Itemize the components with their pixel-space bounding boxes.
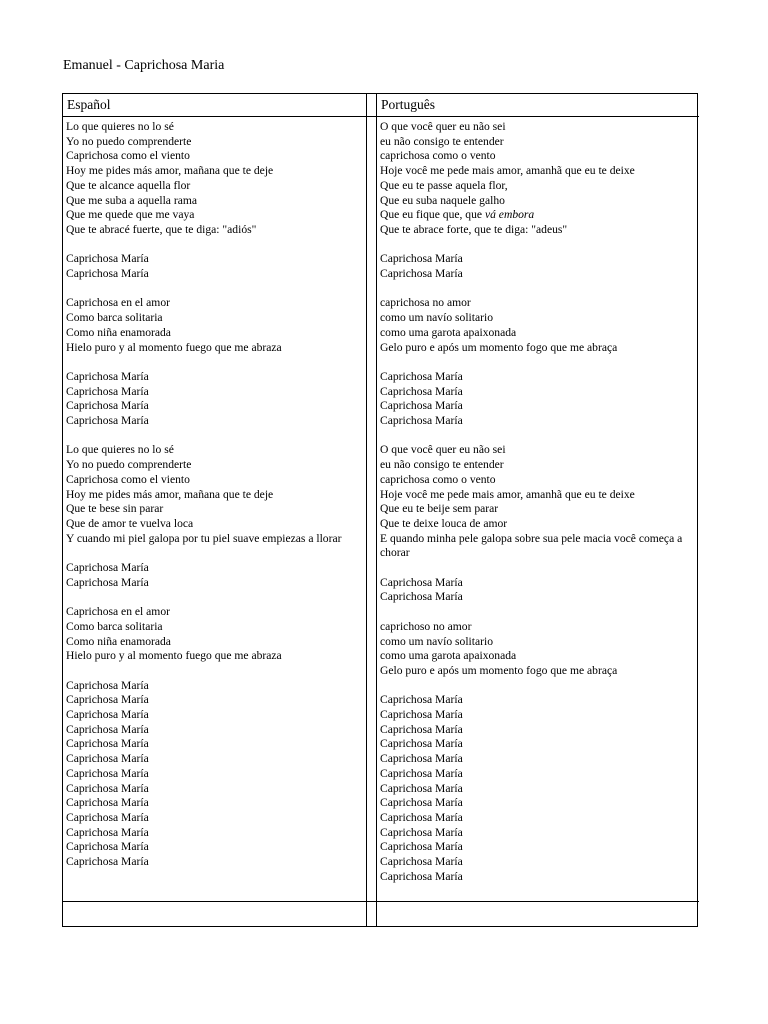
- lyric-line: Como barca solitaria: [66, 311, 163, 325]
- lyric-line: Caprichosa María: [66, 384, 149, 398]
- lyric-line: Caprichosa como el viento: [66, 472, 190, 486]
- lyric-line: Caprichosa María: [380, 414, 463, 428]
- lyric-line: caprichoso no amor: [380, 619, 472, 633]
- lyrics-table: [62, 93, 698, 927]
- lyric-line: como um navío solitario: [380, 311, 494, 325]
- lyric-line-prefix: Que eu fique que, que: [380, 208, 485, 222]
- lyric-line: Caprichosa María: [380, 369, 463, 383]
- lyric-line: Que te deixe louca de amor: [380, 516, 508, 530]
- lyric-line: Lo que quieres no lo sé: [66, 120, 174, 133]
- lyric-line: Caprichosa María: [380, 252, 463, 266]
- spacer-column-header: [367, 94, 377, 117]
- header-spanish: Español: [63, 94, 367, 117]
- lyric-line: Caprichosa María: [66, 825, 149, 839]
- lyric-line: O que você quer eu não sei: [380, 443, 506, 457]
- lyric-line: Caprichosa María: [66, 781, 149, 795]
- lyric-line: Caprichosa María: [380, 575, 463, 589]
- lyric-line: Caprichosa María: [66, 575, 149, 589]
- lyric-line: Caprichosa María: [66, 840, 149, 854]
- spanish-lyrics-cell: [63, 117, 367, 902]
- lyric-line: Caprichosa María: [380, 267, 463, 281]
- lyric-line: Caprichosa María: [66, 414, 149, 428]
- lyric-line: Gelo puro e após um momento fogo que me abraça: [380, 663, 618, 677]
- stanza: [66, 120, 366, 238]
- header-portuguese: Português: [377, 94, 699, 117]
- lyric-line: Que te alcance aquella flor: [66, 178, 191, 192]
- document-title: Emanuel - Caprichosa Maria: [63, 58, 225, 73]
- portuguese-lyrics-cell: [377, 117, 699, 902]
- lyric-line: caprichosa como o vento: [380, 149, 496, 163]
- lyric-line: Que de amor te vuelva loca: [66, 516, 194, 530]
- lyric-line: Que me quede que me vaya: [66, 208, 195, 222]
- lyric-line: Caprichosa María: [380, 781, 463, 795]
- lyric-line: Caprichosa María: [380, 840, 463, 854]
- lyric-line: Que te bese sin parar: [66, 502, 164, 516]
- lyric-line: Caprichosa María: [66, 752, 149, 766]
- lyric-line: Caprichosa María: [66, 267, 149, 281]
- lyric-line: eu não consigo te entender: [380, 458, 504, 472]
- lyric-line: Caprichosa como el viento: [66, 149, 190, 163]
- lyric-line: Caprichosa María: [380, 796, 463, 810]
- stanza: [66, 561, 366, 590]
- lyric-line: Caprichosa María: [380, 825, 463, 839]
- spacer-column-body: [367, 117, 377, 902]
- lyric-line: Caprichosa en el amor: [66, 605, 170, 619]
- lyric-line-italic: vá embora: [484, 208, 535, 222]
- lyric-line: Caprichosa María: [66, 399, 149, 413]
- lyric-line: E quando minha pele galopa sobre sua pele macia você começa a chorar: [380, 531, 683, 560]
- lyric-line: Caprichosa María: [380, 708, 463, 722]
- lyric-line: Caprichosa María: [380, 399, 463, 413]
- stanza: [66, 443, 366, 546]
- lyric-line: Hoje você me pede mais amor, amanhã que eu te deixe: [380, 164, 635, 178]
- empty-cell-portuguese: [377, 902, 699, 926]
- lyric-line: como uma garota apaixonada: [380, 649, 517, 663]
- lyric-line: Caprichosa María: [66, 708, 149, 722]
- lyric-line: Lo que quieres no lo sé: [66, 443, 174, 457]
- stanza: [66, 370, 366, 429]
- lyric-line: Gelo puro e após um momento fogo que me abraça: [380, 340, 618, 354]
- stanza: [66, 679, 366, 870]
- lyric-line: Que te abrace forte, que te diga: "adeus": [380, 222, 568, 236]
- lyric-line: Que eu te beije sem parar: [380, 502, 499, 516]
- lyric-line: Caprichosa María: [380, 590, 463, 604]
- lyric-line: Que eu suba naquele galho: [380, 193, 505, 207]
- lyric-line: Caprichosa María: [66, 855, 149, 869]
- lyric-line: Caprichosa María: [66, 561, 149, 575]
- lyric-line: Caprichosa María: [380, 869, 463, 883]
- lyric-line: Como barca solitaria: [66, 619, 163, 633]
- lyric-line: [380, 208, 699, 223]
- stanza: [380, 620, 699, 679]
- stanza: [66, 252, 366, 281]
- stanza: [380, 296, 699, 355]
- stanza: [380, 576, 699, 605]
- lyric-line: Que eu te passe aquela flor,: [380, 178, 508, 192]
- lyric-line: Hoy me pides más amor, mañana que te deje: [66, 487, 274, 501]
- lyric-line: caprichosa como o vento: [380, 472, 496, 486]
- lyric-line: Caprichosa María: [66, 737, 149, 751]
- lyric-line: Caprichosa María: [380, 384, 463, 398]
- lyric-line: Caprichosa María: [380, 855, 463, 869]
- lyric-line: eu não consigo te entender: [380, 134, 504, 148]
- lyric-line: Caprichosa María: [380, 810, 463, 824]
- lyric-line: Caprichosa María: [66, 766, 149, 780]
- lyric-line: Caprichosa María: [66, 722, 149, 736]
- lyric-line: Caprichosa María: [66, 369, 149, 383]
- lyric-line: Caprichosa María: [380, 752, 463, 766]
- stanza: [66, 605, 366, 664]
- lyric-line: Caprichosa María: [66, 810, 149, 824]
- lyric-line: Caprichosa María: [66, 678, 149, 692]
- stanza: [66, 296, 366, 355]
- stanza: [380, 693, 699, 884]
- stanza: [380, 252, 699, 281]
- lyric-line: Hoy me pides más amor, mañana que te deje: [66, 164, 274, 178]
- lyric-line: Caprichosa María: [66, 693, 149, 707]
- lyric-line: Yo no puedo comprenderte: [66, 458, 192, 472]
- stanza: [380, 370, 699, 429]
- lyric-line: Caprichosa María: [380, 722, 463, 736]
- lyric-line: como um navío solitario: [380, 634, 494, 648]
- lyric-line: Hielo puro y al momento fuego que me abraza: [66, 340, 282, 354]
- lyric-line: Caprichosa María: [66, 252, 149, 266]
- lyric-line: Hoje você me pede mais amor, amanhã que eu te deixe: [380, 487, 635, 501]
- lyric-line: Como niña enamorada: [66, 325, 171, 339]
- lyric-line: Caprichosa María: [380, 737, 463, 751]
- lyric-line: Caprichosa en el amor: [66, 296, 170, 310]
- lyric-line: como uma garota apaixonada: [380, 325, 517, 339]
- lyric-line: Yo no puedo comprenderte: [66, 134, 192, 148]
- lyric-line: Como niña enamorada: [66, 634, 171, 648]
- lyric-line: Hielo puro y al momento fuego que me abraza: [66, 649, 282, 663]
- lyric-line: Caprichosa María: [380, 766, 463, 780]
- empty-cell-spanish: [63, 902, 367, 926]
- lyric-line: Que te abracé fuerte, que te diga: "adiós": [66, 222, 257, 236]
- lyric-line: Y cuando mi piel galopa por tu piel suave empiezas a llorar: [66, 531, 342, 545]
- lyric-line: Que me suba a aquella rama: [66, 193, 198, 207]
- lyric-line: Caprichosa María: [380, 693, 463, 707]
- lyric-line: caprichosa no amor: [380, 296, 471, 310]
- lyric-line: Caprichosa María: [66, 796, 149, 810]
- lyric-line: O que você quer eu não sei: [380, 120, 506, 133]
- stanza: [380, 120, 699, 238]
- empty-cell-spacer: [367, 902, 377, 926]
- stanza: [380, 443, 699, 561]
